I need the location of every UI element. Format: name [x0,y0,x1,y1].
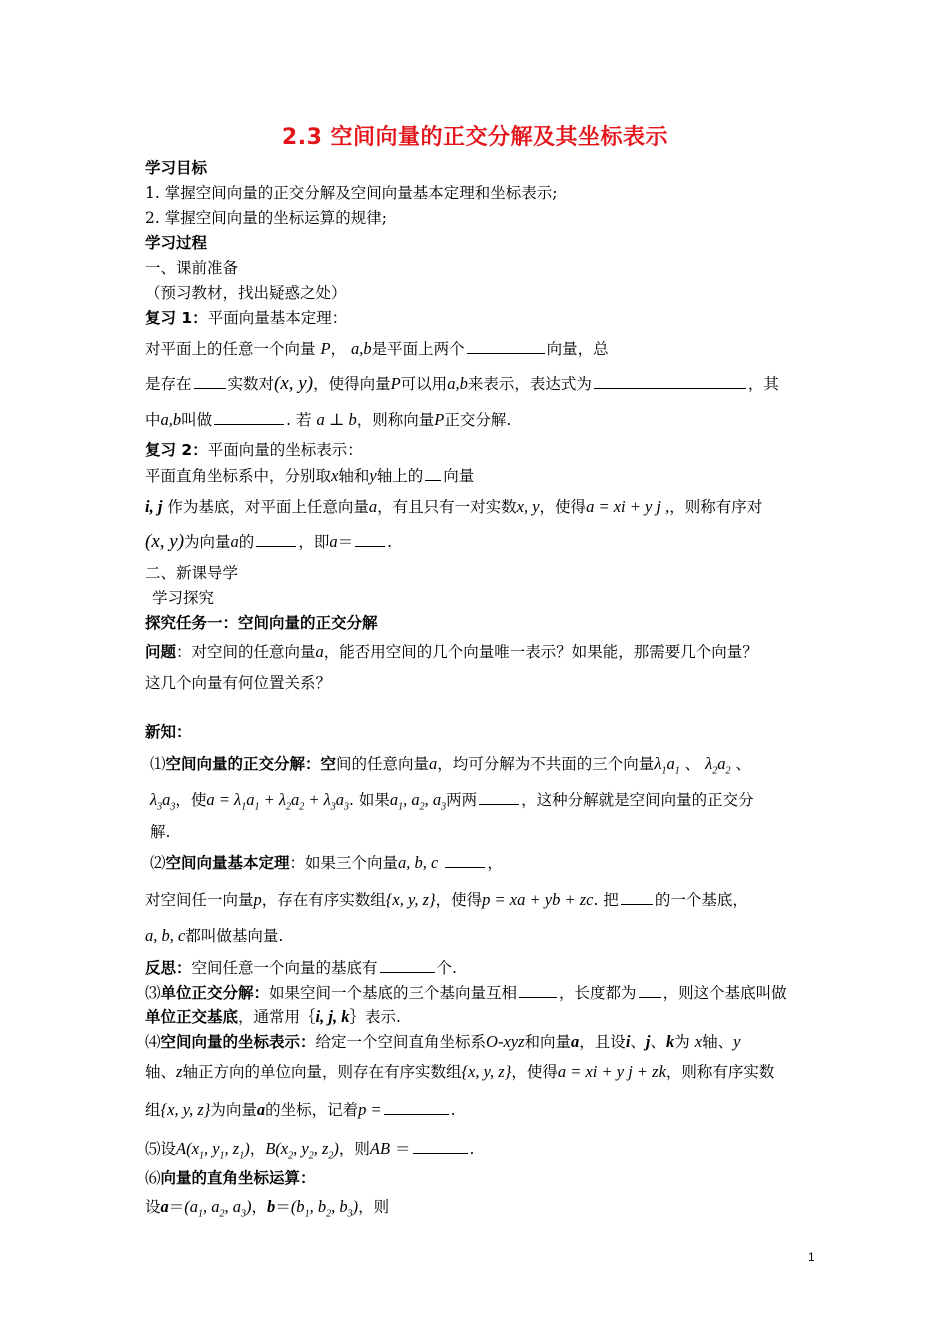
review-1-line-2 [145,373,779,394]
text: ，即 [298,533,330,551]
text: ，使得 [435,891,483,909]
knowledge-6-title: 向量的直角坐标运算： [160,1169,316,1187]
text: 的一个基底， [654,891,748,909]
knowledge-4-title: 空间向量的坐标表示： [160,1033,316,1051]
math-x: x [694,1032,703,1051]
blank[interactable] [425,465,441,481]
text: . 如果 [349,791,390,809]
knowledge-3-line-2 [145,1007,401,1027]
text: ，则称有序对 [669,498,763,516]
process-heading: 学习过程 [145,234,208,252]
math-xyz: {x, y, z} [385,890,436,909]
new-knowledge-heading: 新知： [145,723,192,741]
text: 对空间任一向量 [145,891,254,909]
text: 个. [436,959,457,977]
math-p: P [320,339,331,358]
goal-item-2: 2. 掌握空间向量的坐标运算的规律; [145,209,387,227]
math-b-coords: ($b_1$, $b_2$, $b_3$) [290,1197,359,1220]
blank[interactable] [214,409,284,425]
review-1-heading [145,308,347,328]
math-k: k [666,1032,675,1051]
text: 作为基底，对平面上任意向量 [167,498,369,516]
text: 实数对 [227,375,275,393]
math-xyz: {x, y, z} [160,1100,211,1119]
reflect-line [145,957,457,978]
text: ，有且只有一对实数 [377,498,517,516]
text: ， [487,854,503,872]
text: ， [249,1140,266,1158]
text: 正交分解. [444,411,512,429]
knowledge-4-line-1: ⑷空间向量的坐标表示：给定一个空间直角坐标系O-xyz和向量a，且设i、j、k为 x轴、y [145,1032,741,1051]
blank[interactable] [639,982,661,998]
text: . 把 [593,891,619,909]
text: ，这种分解就是空间向量的正交分 [521,791,754,809]
math-expr: a = xi + y j , [586,497,670,516]
text: ，使 [175,791,207,809]
math-ijk: i, j, k [315,1007,350,1026]
text: 为向量 [184,533,231,551]
text: ⑴ [150,755,166,773]
text: ，则 [358,1198,390,1216]
math-ab: a,b [160,410,182,429]
math-l2a2: $\lambda_2a_2$ [705,754,731,777]
math-a: a [230,532,239,551]
text: ：对空间的任意向量 [176,643,316,661]
math-expr: a = xi + y j + zk [557,1062,666,1081]
text: 轴和 [338,467,370,485]
text: 设 [160,1140,177,1158]
text: 如果空间一个基底的三个基向量互相 [269,984,518,1002]
text: 都叫做基向量. [185,927,284,945]
goal-item-1: 1. 掌握空间向量的正交分解及空间向量基本定理和坐标表示; [145,184,558,202]
text: ，存在有序实数组 [261,891,386,909]
math-xy: (x, y) [274,373,314,394]
text: ｝表示. [349,1008,401,1026]
math-p: p [253,890,262,909]
knowledge-3-title: 单位正交分解： [160,984,270,1002]
page-title: 2.3 空间向量的正交分解及其坐标表示 [281,125,669,150]
blank[interactable] [413,1138,468,1154]
text: 向量，总 [546,340,609,358]
math-a: a [256,1100,266,1119]
text: 中 [145,411,161,429]
text: 设 [145,1198,161,1216]
math-a-coords: ($a_1$, $a_2$, $a_3$) [184,1197,252,1220]
math-a123: $a_1$, $a_2$, $a_3$ [389,790,447,813]
math-ijk: i [625,1032,631,1051]
review-1-line-1: 对平面上的任意一个向量 P， a,b是平面上两个 向量，总 [145,339,609,358]
math-perp: a ⊥ b [316,410,357,429]
math-abc: a, b, c [145,926,186,945]
math-a: a [429,754,438,773]
text: ，使得 [539,498,587,516]
text: 的坐标，记着 [265,1101,359,1119]
text: ＝ [168,1198,185,1216]
math-decomposition: $a = \lambda_1a_1 + \lambda_2a_2 + \lambda_3a_3$ [206,790,350,813]
math-ab: AB [369,1139,391,1158]
review-2-label: 复习 2： [145,441,208,459]
knowledge-1-line-2 [150,789,754,817]
math-z: z [176,1062,183,1081]
text: ，能否用空间的几个向量唯一表示？如果能，那需要几个向量？ [323,643,758,661]
question-line-1 [145,642,758,662]
math-x: x [331,466,339,485]
explore-heading: 学习探究 [152,589,215,607]
text: ，通常用｛ [238,1008,316,1026]
review-1-label: 复习 1： [145,309,208,327]
knowledge-4-line-3: 组{x, y, z}为向量a的坐标，记着p = . [145,1100,456,1119]
question-line-2: 这几个向量有何位置关系？ [145,674,332,692]
text: ⑹ [145,1169,161,1187]
knowledge-2-title: 空间向量基本定理 [165,854,290,872]
knowledge-4-line-2 [145,1062,774,1082]
text: ，则这个基底叫做 [662,984,787,1002]
text: ⑵ [150,854,166,872]
text: 叫做 [181,411,213,429]
knowledge-2-line-2 [145,889,748,910]
text: ，则 [338,1140,370,1158]
math-y: y [733,1032,741,1051]
text: ＝ [394,1140,411,1158]
math-l1a1: $\lambda_1a_1$ [654,754,680,777]
text: 给定一个空间直角坐标系 [315,1033,487,1051]
math-ab: a,b [350,339,372,358]
text: 为 [674,1033,690,1051]
math-a: a [571,1032,580,1051]
math-b: b [267,1197,276,1216]
math-p: p = [358,1100,382,1119]
text: 轴、 [145,1063,177,1081]
text: ，其 [747,375,779,393]
math-j: j [645,1032,651,1051]
review-2-title: 平面向量的坐标表示： [207,441,363,459]
text: 轴上的 [376,467,424,485]
blank[interactable] [256,531,296,547]
task-1-heading: 探究任务一：空间向量的正交分解 [145,614,378,632]
math-a: a [329,532,338,551]
blank[interactable] [519,982,557,998]
math-p: P [434,410,445,429]
text: 为向量 [210,1101,257,1119]
text: 可以用 [400,375,448,393]
goals-heading: 学习目标 [145,159,208,177]
text: ， [251,1198,268,1216]
math-abc: a, b, c [398,853,439,872]
math-a: a [315,642,324,661]
blank[interactable] [594,373,746,389]
review-2-line-1 [145,465,474,486]
text: 对平面上的任意一个向量 [145,340,316,358]
knowledge-1-title: 空间向量的正交分解：空 [165,755,337,773]
knowledge-1-line-1: ⑴空间向量的正交分解：空间的任意向量a，均可分解为不共面的三个向量$\lambda_1a_1$ 、 $\lambda_2a_2$ 、 [150,754,751,777]
review-1-line-3 [145,409,511,430]
text: 来表示，表达式为 [467,375,592,393]
text: ，则称有序实数 [665,1063,775,1081]
review-2-line-2 [145,497,762,517]
page-number: 1 [808,1250,815,1264]
math-l3a3: $\lambda_3a_3$ [150,790,176,813]
text: ⑶ [145,984,161,1002]
text: 两两 [446,791,478,809]
section-1-heading: 一、课前准备 [145,259,239,277]
math-xy: (x, y) [145,531,185,552]
text: 是平面上两个 [371,340,465,358]
blank[interactable] [384,1099,449,1115]
math-y: y [369,466,377,485]
text: ，使得向量 [313,375,391,393]
text: 间的任意向量 [336,755,430,773]
reflect-label: 反思： [145,959,192,977]
knowledge-2-line-3 [145,926,283,946]
blank[interactable] [445,852,485,868]
math-point-a: $A(x_1$, $y_1$, $z_1$) [176,1139,250,1162]
math-point-b: $B(x_2$, $y_2$, $z_2$) [265,1139,339,1162]
text: ＝ [275,1198,291,1216]
text: ＝ [337,533,354,551]
blank[interactable] [355,531,385,547]
knowledge-2-line-1 [150,852,503,873]
text: . 若 [286,411,312,429]
text: ，长度都为 [559,984,637,1002]
section-2-heading: 二、新课导学 [145,564,239,582]
knowledge-6-line [145,1197,389,1224]
knowledge-5-line: ⑸设$A(x_1$, $y_1$, $z_1$)，$B(x_2$, $y_2$, $z_2$)，则AB ＝ . [145,1139,475,1162]
math-xyz: {x, y, z} [461,1062,512,1081]
knowledge-1-line-3: 解. [150,823,171,841]
blank[interactable] [621,889,653,905]
math-ab: a,b [447,374,468,393]
text: 和向量 [524,1033,572,1051]
math-p: P [390,374,401,393]
preview-note: （预习教材，找出疑惑之处） [145,284,347,302]
text: ，且设 [579,1033,626,1051]
blank[interactable] [380,957,435,973]
text: 轴正方向的单位向量，则存在有序实数组 [182,1063,462,1081]
review-1-title: 平面向量基本定理： [207,309,348,327]
text: ：如果三个向量 [289,854,399,872]
text: 是存在 [145,375,192,393]
knowledge-3-line-1 [145,982,787,1003]
text: 平面直角坐标系中，分别取 [145,467,332,485]
blank[interactable] [479,789,519,805]
text: 的 [238,533,255,551]
text: 轴、 [702,1033,734,1051]
text: ，使得 [511,1063,558,1081]
knowledge-3-term: 单位正交基底 [145,1008,239,1026]
question-label: 问题 [145,643,177,661]
blank[interactable] [194,373,226,389]
math-xy: x, y [516,497,540,516]
knowledge-6-heading [145,1168,316,1188]
text: ，则称向量 [356,411,435,429]
text: ，均可分解为不共面的三个向量 [437,755,655,773]
text: 空间任意一个向量的基底有 [191,959,378,977]
text: ⑸ [145,1140,161,1158]
math-a: a [368,497,378,516]
review-2-heading [145,440,363,460]
review-2-line-3: (x, y)为向量a的 ，即a＝ . [145,531,393,552]
text: 向量 [443,467,475,485]
math-a: a [160,1197,169,1216]
math-expr: p = xa + yb + zc [482,890,594,909]
math-ij: i, j [145,497,163,516]
blank[interactable] [467,338,545,354]
math-oxyz: O-xyz [486,1032,525,1051]
text: 组 [145,1101,161,1119]
text: ⑷ [145,1033,161,1051]
